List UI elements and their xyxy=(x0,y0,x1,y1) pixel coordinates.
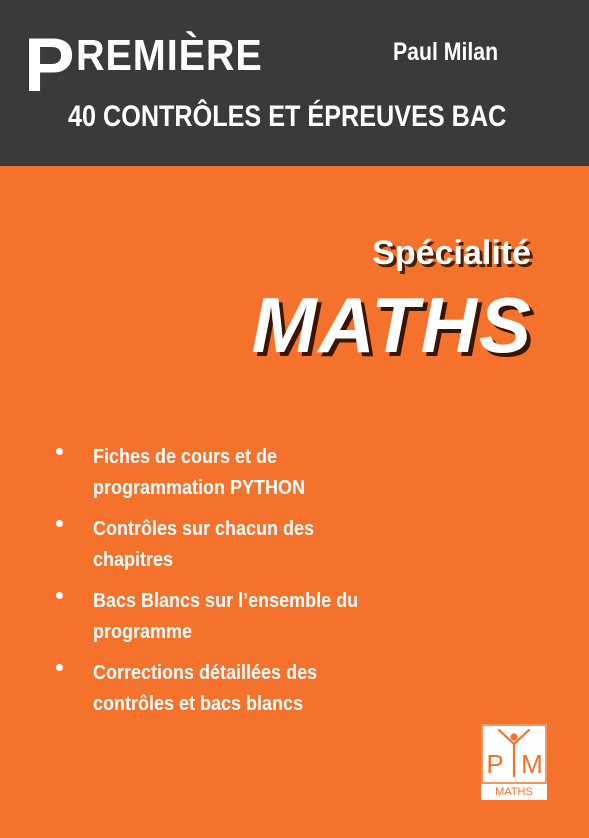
publisher-logo-graphic xyxy=(481,724,547,800)
level-title-rest: REMIÈRE xyxy=(75,31,263,80)
level-title-initial: P xyxy=(24,23,76,108)
logo-letter-left: P xyxy=(486,749,504,779)
logo-letter-right: M xyxy=(521,749,543,779)
feature-text: Corrections détaillées des contrôles et bacs blancs xyxy=(93,662,318,715)
author-name: Paul Milan xyxy=(393,38,499,66)
list-item xyxy=(56,586,396,658)
list-item xyxy=(56,442,396,514)
bullet-icon xyxy=(56,592,63,599)
level-title xyxy=(24,23,283,108)
bullet-icon xyxy=(56,664,63,671)
feature-text: Contrôles sur chacun des chapitres xyxy=(93,518,315,571)
subject-title: MATHS xyxy=(251,281,533,369)
top-banner xyxy=(0,0,589,166)
logo-caption: MATHS xyxy=(495,786,533,798)
publisher-logo xyxy=(481,724,547,800)
specialty-label: Spécialité xyxy=(372,234,531,272)
bullet-icon xyxy=(56,520,63,527)
feature-list xyxy=(56,442,396,730)
subtitle: 40 CONTRÔLES ET ÉPREUVES BAC xyxy=(68,100,507,133)
list-item xyxy=(56,514,396,586)
feature-text: Bacs Blancs sur l’ensemble du programme xyxy=(93,590,359,643)
list-item xyxy=(56,658,396,730)
bullet-icon xyxy=(56,448,63,455)
feature-text: Fiches de cours et de programmation PYTHON xyxy=(93,446,306,499)
